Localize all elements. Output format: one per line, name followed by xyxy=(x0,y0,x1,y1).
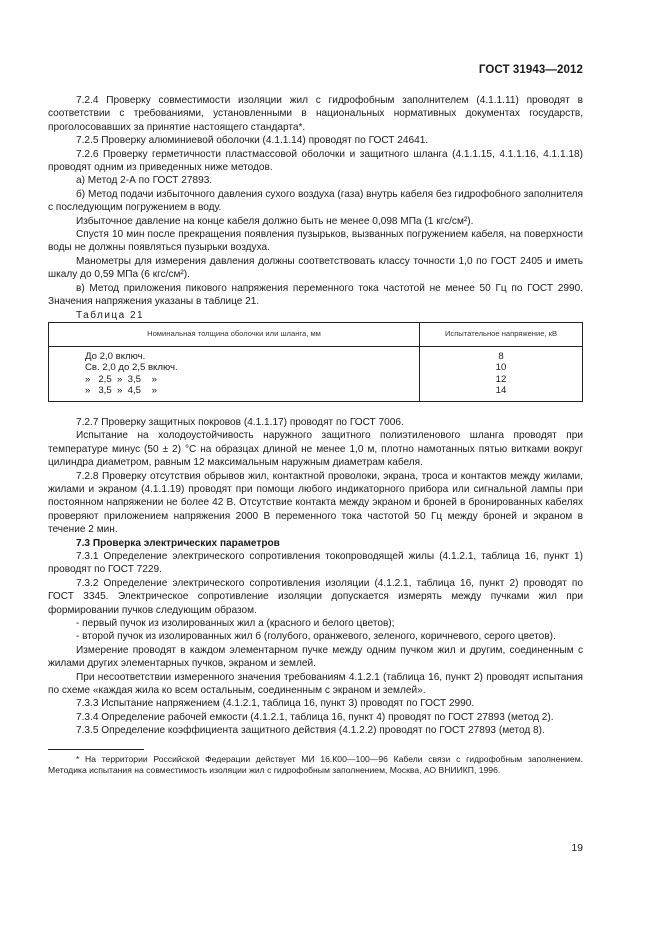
paragraph: Испытание на холодоустойчивость наружного защитного полиэтиленового шланга проводят при температуре минус (50 ± 2) °С на образцах длиной не менее 1,0 м, плотно намотанных пятью витками вокруг цилиндра диаметром, равным 12 максимальным наружным диаметрам кабеля. xyxy=(48,430,583,469)
paragraph: - первый пучок из изолированных жил а (красного и белого цветов); xyxy=(76,617,395,629)
document-body xyxy=(48,94,583,776)
voltage-table xyxy=(48,322,583,402)
paragraph: 7.2.6 Проверку герметичности пластмассовой оболочки и защитного шланга (4.1.1.15, 4.1.1.16, 4.1.1.18) проводят одним из приведенных ниже методов. xyxy=(48,148,583,174)
paragraph: 7.3.4 Определение рабочей емкости (4.1.2.1, таблица 16, пункт 4) проводят по ГОСТ 27893 (метод 2). xyxy=(76,711,554,723)
table-caption: Таблица 21 xyxy=(76,309,145,321)
paragraph: 7.3.3 Испытание напряжением (4.1.2.1, таблица 16, пункт 3) проводят по ГОСТ 2990. xyxy=(76,698,475,710)
document-code: ГОСТ 31943—2012 xyxy=(478,64,583,76)
thickness-value: » 2,5 » 3,5 » xyxy=(85,373,157,385)
voltage-value: 12 xyxy=(495,373,507,385)
paragraph: Манометры для измерения давления должны соответствовать классу точности 1,0 по ГОСТ 2405 и иметь шкалу до 0,59 МПа (6 кгс/см²). xyxy=(48,255,583,281)
voltage-value: 14 xyxy=(495,385,507,397)
voltage-value: 8 xyxy=(498,350,504,362)
page-number: 19 xyxy=(571,842,583,854)
thickness-value: До 2,0 включ. xyxy=(85,350,146,362)
paragraph: При несоответствии измеренного значения требованиям 4.1.2.1 (таблица 16, пункт 2) проводят испытания по схеме «каждая жила ко всем остальным, соединенным с экраном и землей». xyxy=(48,671,583,696)
paragraph: 7.3.2 Определение электрического сопротивления изоляции (4.1.2.1, таблица 16, пункт 2) проводят по ГОСТ 3345. Электрическое сопротивление изоляции допускается измерять между пучками жил при формировании пучков следующим образом. xyxy=(48,577,583,616)
table-row xyxy=(49,346,583,401)
paragraph: 7.3.5 Определение коэффициента защитного действия (4.1.2.2) проводят по ГОСТ 27893 (метод 8). xyxy=(76,725,545,737)
column-header-voltage: Испытательное напряжение, кВ xyxy=(420,322,583,346)
paragraph: а) Метод 2-А по ГОСТ 27893. xyxy=(76,175,213,187)
paragraph: 7.2.7 Проверку защитных покровов (4.1.1.17) проводят по ГОСТ 7006. xyxy=(76,416,404,428)
paragraph: - второй пучок из изолированных жил б (голубого, оранжевого, зеленого, коричневого, серого цветов). xyxy=(76,631,556,643)
thickness-value: » 3,5 » 4,5 » xyxy=(85,385,157,397)
paragraph: Спустя 10 мин после прекращения появления пузырьков, вызванных погружением кабеля, на поверхности воды не должны появляться пузырьки воздуха. xyxy=(48,229,583,254)
thickness-cell xyxy=(49,346,420,401)
paragraph: Избыточное давление на конце кабеля должно быть не менее 0,098 МПа (1 кгс/см²). xyxy=(76,215,474,227)
footnote: * На территории Российской Федерации действует МИ 16.К00—100—96 Кабели связи с гидрофобным заполнением. Методика испытания на совместимость изоляции жил с гидрофобным заполнением, Москва, АО ВНИИКП, 1996. xyxy=(48,753,583,775)
paragraph: 7.2.5 Проверку алюминиевой оболочки (4.1.1.14) проводят по ГОСТ 24641. xyxy=(76,135,429,147)
paragraph: 7.3.1 Определение электрического сопротивления токопроводящей жилы (4.1.2.1, таблица 16, пункт 1) проводят по ГОСТ 7229. xyxy=(48,550,583,576)
paragraph: б) Метод подачи избыточного давления сухого воздуха (газа) внутрь кабеля без гидрофобного заполнителя с последующим погружением в воду. xyxy=(48,188,583,214)
thickness-value: Св. 2,0 до 2,5 включ. xyxy=(85,362,178,374)
footnote-divider xyxy=(48,749,144,750)
paragraph: Измерение проводят в каждом элементарном пучке между одним пучком жил и другим, соединенным с жилами других элементарных пучков, экраном и землей. xyxy=(48,644,583,670)
voltage-cell xyxy=(420,346,583,401)
voltage-value: 10 xyxy=(495,362,507,374)
column-header-thickness: Номинальная толщина оболочки или шланга, мм xyxy=(49,322,420,346)
paragraph: в) Метод приложения пикового напряжения переменного тока частотой не менее 50 Гц по ГОСТ 2990. Значения напряжения указаны в таблице 21. xyxy=(48,282,583,308)
paragraph: 7.2.8 Проверку отсутствия обрывов жил, контактной проволоки, экрана, троса и контактов между жилами, жилами и экраном (4.1.1.19) проводят при помощи любого индикаторного прибора или сигнальной лампы при постоянном напряжении не более 42 В. Отсутствие контакта между экраном и броней в бронированных кабелях проверяют приложением напряжения 2000 В переменного тока частотой 50 Гц между броней и экраном в течение 2 мин. xyxy=(48,470,583,536)
section-title: 7.3 Проверка электрических параметров xyxy=(76,537,280,549)
paragraph: 7.2.4 Проверку совместимости изоляции жил с гидрофобным заполнителем (4.1.1.11) проводят в соответствии с требованиями, установленными в национальных нормативных документах государств, проголосовавших за принятие настоящего стандарта*. xyxy=(48,95,583,133)
